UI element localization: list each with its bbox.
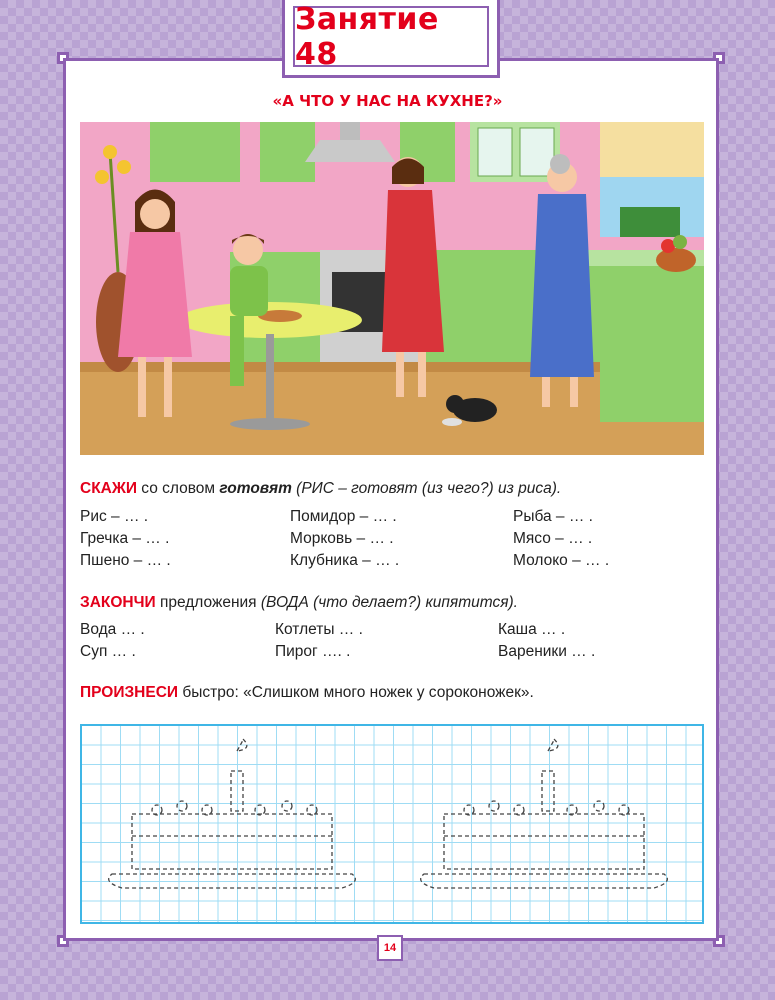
lesson-subtitle: «А ЧТО У НАС НА КУХНЕ?»	[272, 92, 503, 110]
task-say-text1: со словом	[137, 480, 220, 497]
task-say-bold-word: готовят	[219, 480, 292, 497]
task-say	[80, 480, 561, 498]
say-item: Морковь – … .	[290, 530, 394, 547]
say-item: Помидор – … .	[290, 508, 397, 525]
task-say-example: (РИС – готовят (из чего?) из риса).	[291, 480, 562, 497]
say-item: Пшено – … .	[80, 552, 171, 569]
task-pronounce	[80, 684, 534, 702]
say-item: Рыба – … .	[513, 508, 593, 525]
say-item: Рис – … .	[80, 508, 149, 525]
say-item: Мясо – … .	[513, 530, 593, 547]
task-finish-example: (ВОДА (что делает?) кипятится).	[260, 594, 518, 611]
finish-item: Каша … .	[498, 621, 566, 638]
say-item: Молоко – … .	[513, 552, 610, 569]
page-number: 14	[377, 935, 403, 961]
task-finish	[80, 594, 518, 612]
dashed-cake-icon	[82, 726, 702, 922]
task-pronounce-text: быстро: «Слишком много ножек у сороконожек».	[178, 684, 534, 701]
kitchen-family-illustration	[80, 122, 704, 455]
task-say-keyword: СКАЖИ	[80, 480, 137, 497]
finish-item: Вода … .	[80, 621, 145, 638]
finish-item: Котлеты … .	[275, 621, 363, 638]
say-item: Гречка – … .	[80, 530, 170, 547]
say-item: Клубника – … .	[290, 552, 400, 569]
finish-item: Суп … .	[80, 643, 136, 660]
task-pronounce-keyword: ПРОИЗНЕСИ	[80, 684, 179, 701]
task-finish-keyword: ЗАКОНЧИ	[80, 594, 156, 611]
lesson-title: Занятие 48	[293, 6, 489, 67]
finish-item: Вареники … .	[498, 643, 596, 660]
title-tab	[282, 0, 500, 78]
tracing-grid	[80, 724, 704, 924]
finish-item: Пирог …. .	[275, 643, 351, 660]
task-finish-text1: предложения	[155, 594, 261, 611]
